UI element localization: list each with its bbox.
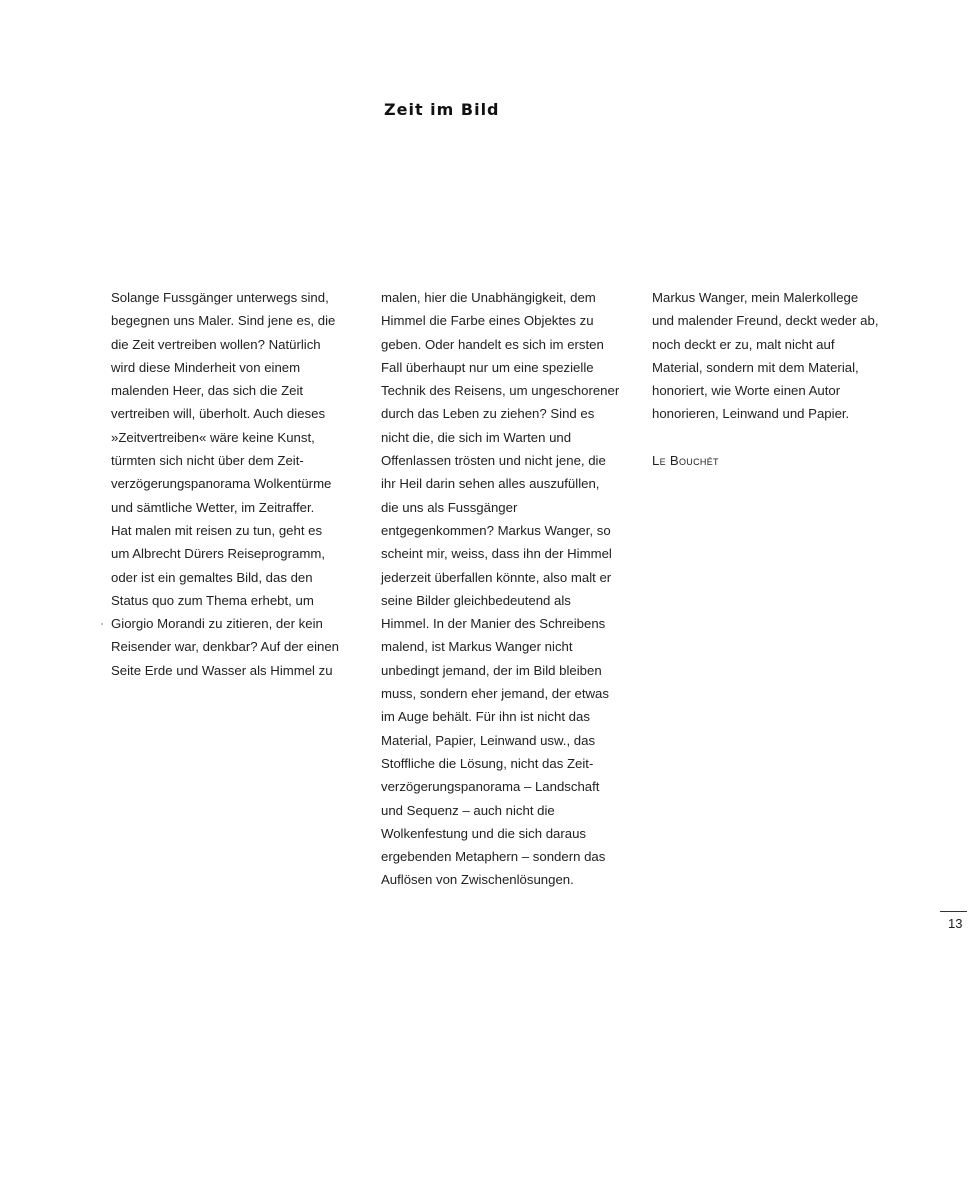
text-line: türmten sich nicht über dem Zeit- — [111, 453, 304, 469]
text-line: Solange Fussgänger unterwegs sind, — [111, 290, 329, 305]
text-line: Himmel. In der Manier des Schreibens — [381, 616, 606, 632]
text-line: durch das Leben zu ziehen? Sind es — [381, 406, 595, 422]
text-line: seine Bilder gleichbedeutend als — [381, 592, 571, 608]
text-line: malenden Heer, das sich die Zeit — [111, 383, 304, 399]
text-line: Seite Erde und Wasser als Himmel zu — [111, 662, 333, 678]
text-line: geben. Oder handelt es sich im ersten — [381, 336, 604, 352]
text-line: begegnen uns Maler. Sind jene es, die — [111, 313, 336, 329]
text-line: wird diese Minderheit von einem — [111, 359, 301, 375]
text-line: Giorgio Morandi zu zitieren, der kein — [111, 616, 323, 632]
text-line: Stoffliche die Lösung, nicht das Zeit- — [381, 755, 594, 771]
text-line: scheint mir, weiss, dass ihn der Himmel — [381, 546, 612, 562]
text-line: malend, ist Markus Wanger nicht — [381, 639, 573, 655]
text-line: ihr Heil darin sehen alles auszufüllen, — [381, 476, 600, 492]
text-line: malen, hier die Unabhängigkeit, dem — [381, 290, 596, 305]
text-line: Himmel die Farbe eines Objektes zu — [381, 313, 594, 329]
text-line: unbedingt jemand, der im Bild bleiben — [381, 662, 602, 678]
stray-mark — [101, 623, 103, 625]
text-line: Fall überhaupt nur um eine spezielle — [381, 359, 594, 375]
text-line: verzögerungspanorama Wolkentürme — [111, 476, 332, 492]
text-line: Hat malen mit reisen zu tun, geht es — [111, 522, 323, 538]
text-line: Technik des Reisens, um ungeschorener — [381, 383, 620, 399]
text-column-3 — [652, 286, 879, 472]
article-title: Zeit im Bild — [384, 100, 500, 119]
text-line: noch deckt er zu, malt nicht auf — [652, 336, 835, 352]
text-line: nicht die, die sich im Warten und — [381, 429, 572, 445]
text-line: Material, sondern mit dem Material, — [652, 359, 859, 375]
text-column-1 — [111, 286, 339, 682]
text-line: Status quo zum Thema erhebt, um — [111, 592, 314, 608]
text-line: die Zeit vertreiben wollen? Natürlich — [111, 336, 321, 352]
page-number: 13 — [948, 916, 963, 931]
text-line: Markus Wanger, mein Malerkollege — [652, 290, 859, 305]
text-line: »Zeitvertreiben« wäre keine Kunst, — [111, 429, 315, 445]
text-line: honorieren, Leinwand und Papier. — [652, 406, 850, 422]
text-line: die uns als Fussgänger — [381, 499, 518, 515]
text-line: und sämtliche Wetter, im Zeitraffer. — [111, 499, 315, 515]
text-column-2 — [381, 286, 619, 892]
text-line: um Albrecht Dürers Reiseprogramm, — [111, 546, 325, 562]
text-line: muss, sondern eher jemand, der etwas — [381, 686, 609, 702]
text-line: honoriert, wie Worte einen Autor — [652, 383, 841, 399]
text-line: Wolkenfestung und die sich daraus — [381, 825, 587, 841]
text-line: ergebenden Metaphern – sondern das — [381, 849, 606, 865]
text-line: und Sequenz – auch nicht die — [381, 802, 555, 818]
text-line: im Auge behält. Für ihn ist nicht das — [381, 709, 590, 725]
text-line: oder ist ein gemaltes Bild, das den — [111, 569, 313, 585]
author-signature: Le Bouchét — [652, 453, 719, 469]
text-line: verzögerungspanorama – Landschaft — [381, 779, 600, 795]
text-line: Auflösen von Zwischenlösungen. — [381, 872, 574, 888]
text-line: Reisender war, denkbar? Auf der einen — [111, 639, 339, 655]
text-line: Offenlassen trösten und nicht jene, die — [381, 453, 606, 469]
text-line: jederzeit überfallen könnte, also malt er — [381, 569, 612, 585]
text-line: Material, Papier, Leinwand usw., das — [381, 732, 596, 748]
page-number-rule — [940, 911, 967, 912]
text-line: entgegenkommen? Markus Wanger, so — [381, 522, 611, 538]
text-line: und malender Freund, deckt weder ab, — [652, 313, 879, 329]
text-line: vertreiben will, überholt. Auch dieses — [111, 406, 326, 422]
